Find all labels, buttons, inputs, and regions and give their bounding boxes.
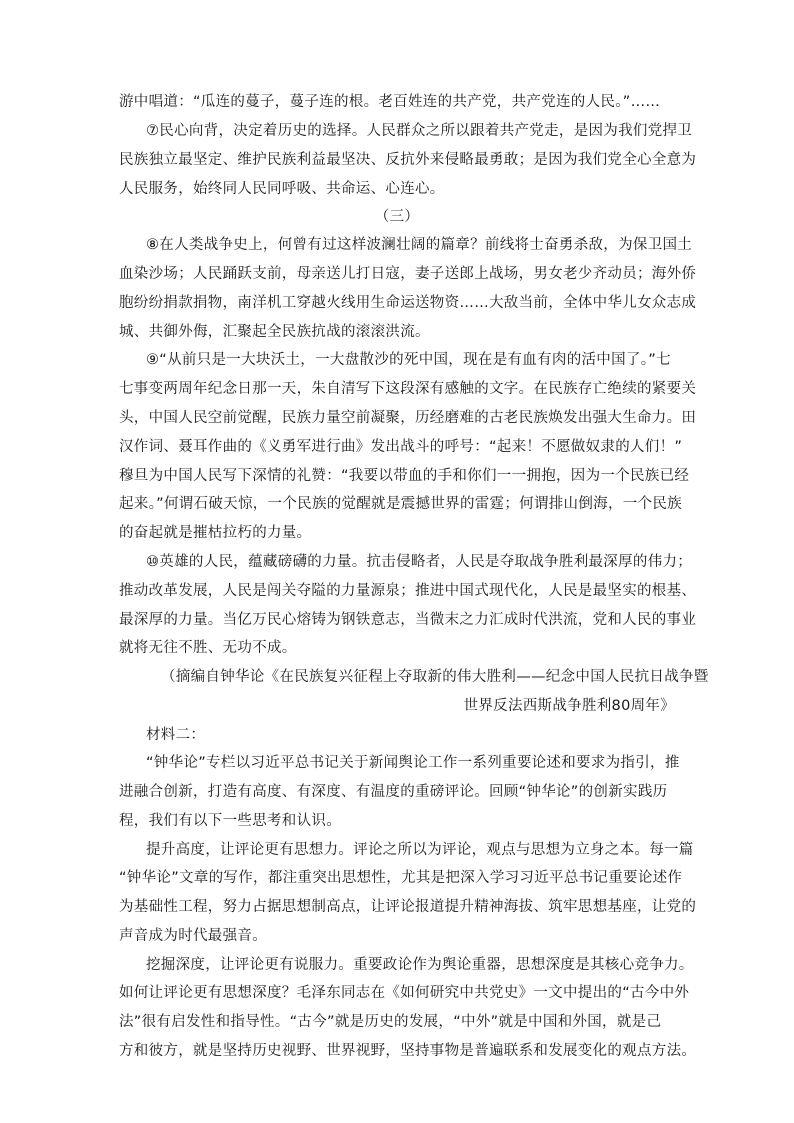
text-line: 最深厚的力量。当亿万民心熔铸为钢铁意志，当微末之力汇成时代洪流，党和人民的事业 [119, 612, 697, 628]
material-two-heading: 材料二： [146, 727, 206, 743]
section-heading: （三） [374, 209, 420, 225]
text-line: 头，中国人民空前觉醒，民族力量空前凝聚，历经磨难的古老民族焕发出强大生命力。田 [119, 410, 697, 426]
text-line: 推动改革发展，人民是闯关夺隘的力量源泉；推进中国式现代化，人民是最坚实的根基、 [119, 583, 697, 599]
text-line: 七事变两周年纪念日那一天，朱自清写下这段深有感触的文字。在民族存亡绝续的紧要关 [119, 381, 697, 397]
paragraph-8-line: ⑧在人类战争史上，何曾有过这样波澜壮阔的篇章？前线将士奋勇杀敌，为保卫国土 [146, 237, 693, 253]
text-line: 就将无往不胜、无功不成。 [119, 640, 297, 656]
text-line: 如何让评论更有思想深度？毛泽东同志在《如何研究中共党史》一文中提出的“古今中外 [119, 985, 690, 1001]
text-line: 程，我们有以下一些思考和认识。 [119, 813, 341, 829]
text-line: 胞纷纷捐款捐物，南洋机工穿越火线用生命运送物资……大敌当前，全体中华儿女众志成 [119, 295, 697, 311]
text-line: 穆旦为中国人民写下深情的礼赞：“我要以带血的手和你们一一拥抱，因为一个民族已经 [119, 468, 690, 484]
paragraph-9-line: ⑨“从前只是一大块沃土，一大盘散沙的死中国，现在是有血有肉的活中国了。”七 [146, 352, 671, 368]
paragraph-10-line: ⑩英雄的人民，蕴藏磅礴的力量。抗击侵略者，人民是夺取战争胜利最深厚的伟力； [146, 554, 693, 570]
text-line: 声音成为时代最强音。 [119, 928, 267, 944]
text-line: 方和彼方，就是坚持历史视野、世界视野，坚持事物是普遍联系和发展变化的观点方法。 [119, 1043, 697, 1059]
source-citation: （摘编自钟华论《在民族复兴征程上夺取新的伟大胜利——纪念中国人民抗日战争暨 [161, 669, 709, 685]
text-line: 的奋起就是摧枯拉朽的力量。 [119, 525, 312, 541]
text-line: 血染沙场；人民踊跃支前，母亲送儿打日寇，妻子送郎上战场，男女老少齐动员；海外侨 [119, 266, 697, 282]
text-line: 起来。”何谓石破天惊，一个民族的觉醒就是震撼世界的雷霆；何谓排山倒海，一个民族 [119, 496, 682, 512]
paragraph-line: 提升高度，让评论更有思想力。评论之所以为评论，观点与思想为立身之本。每一篇 [146, 842, 694, 858]
paragraph-line: 挖掘深度，让评论更有说服力。重要政论作为舆论重器，思想深度是其核心竞争力。 [146, 957, 694, 973]
text-line: 汉作词、聂耳作曲的《义勇军进行曲》发出战斗的呼号：“起来！不愿做奴隶的人们！” [119, 439, 683, 455]
text-line: 人民服务，始终同人民同呼吸、共命运、心连心。 [119, 181, 445, 197]
text-line: 进融合创新，打造有高度、有深度、有温度的重磅评论。回顾“钟华论”的创新实践历 [119, 784, 668, 800]
text-line: 民族独立最坚定、维护民族利益最坚决、反抗外来侵略最勇敢；是因为我们党全心全意为 [119, 152, 697, 168]
paragraph-line: “钟华论”专栏以习近平总书记关于新闻舆论工作一系列重要论述和要求为指引，推 [146, 755, 680, 771]
text-line: “钟华论”文章的写作，都注重突出思想性，尤其是把深入学习习近平总书记重要论述作 [119, 870, 683, 886]
text-line: 法”很有启发性和指导性。“古今”就是历史的发展，“中外”就是中国和外国，就是己 [119, 1014, 662, 1030]
source-citation-end: 世界反法西斯战争胜利80周年》 [463, 698, 675, 714]
text-line: 游中唱道：“瓜连的蔓子，蔓子连的根。老百姓连的共产党，共产党连的人民。”…… [119, 94, 661, 110]
text-line: 为基础性工程，努力占据思想制高点，让评论报道提升精神海拔、筑牢思想基座，让党的 [119, 899, 697, 915]
paragraph-7-line: ⑦民心向背，决定着历史的选择。人民群众之所以跟着共产党走，是因为我们党捍卫 [146, 123, 693, 139]
text-line: 城、共御外侮，汇聚起全民族抗战的滚滚洪流。 [119, 324, 430, 340]
